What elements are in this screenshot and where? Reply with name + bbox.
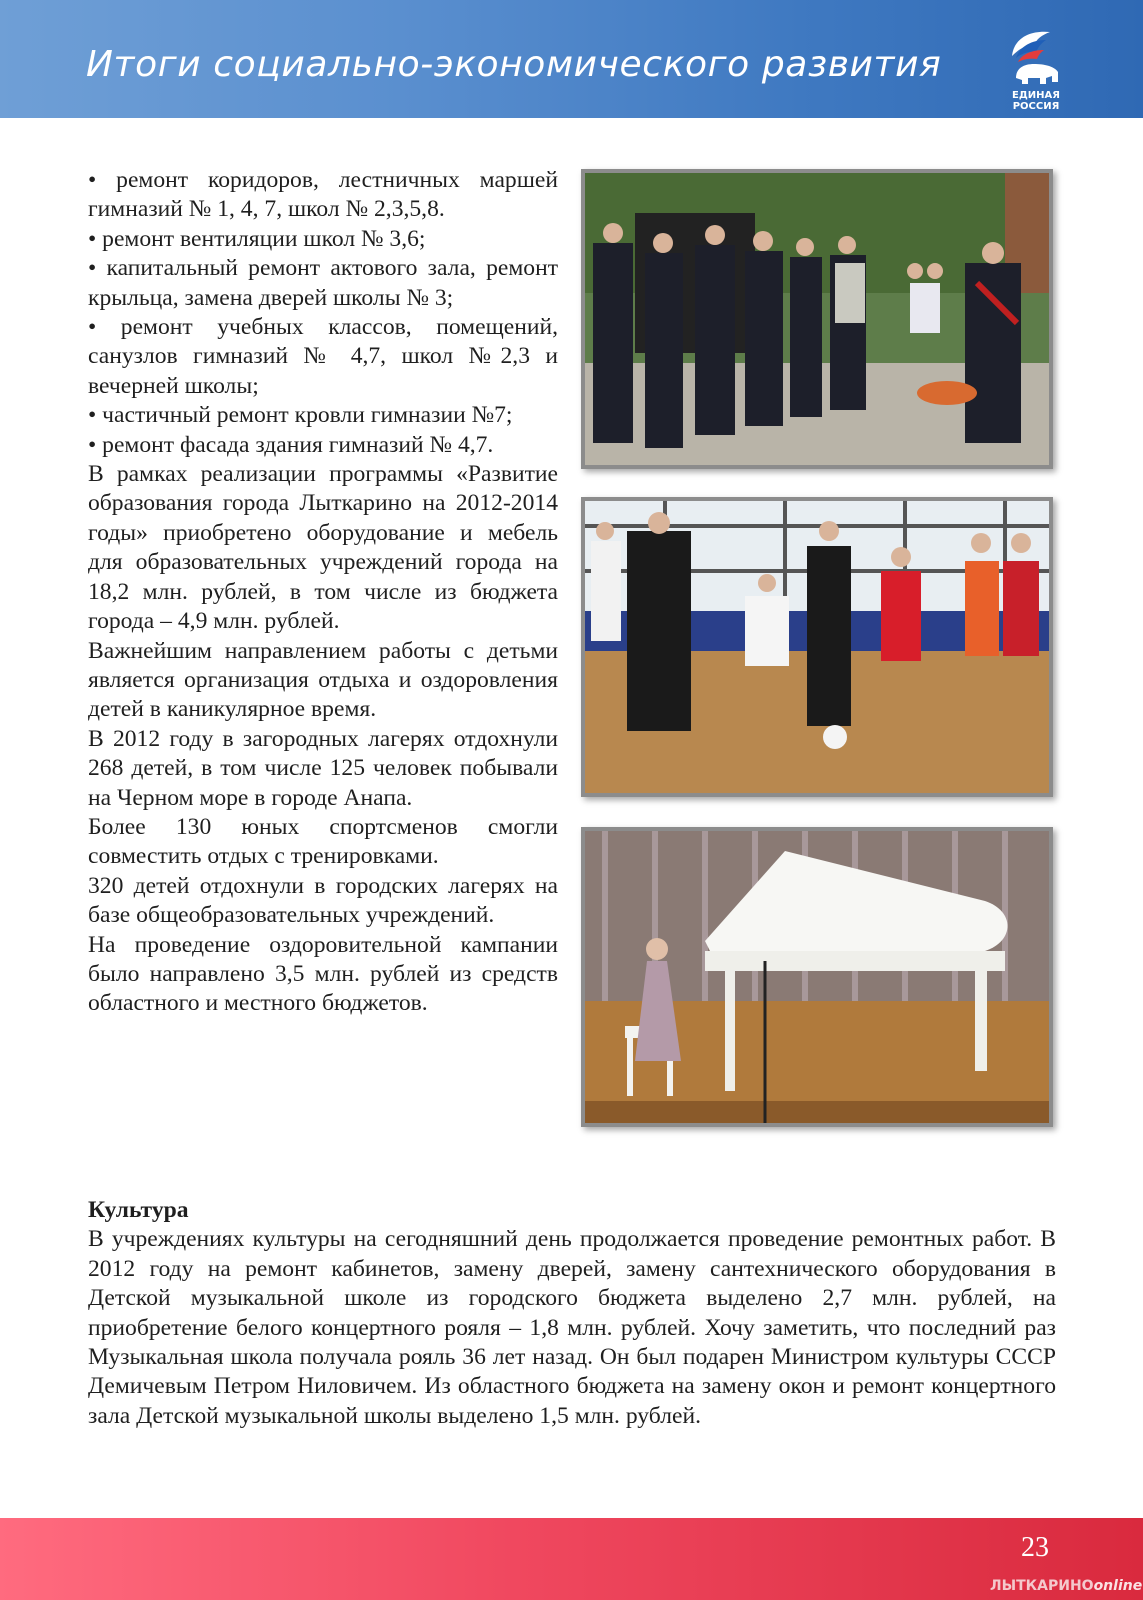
paragraph: • капитальный ремонт актового зала, ремонт крыльца, замена дверей школы № 3; (88, 255, 558, 311)
united-russia-logo (1006, 26, 1082, 116)
photo-white-piano (581, 827, 1053, 1127)
paragraph: На проведение оздоровительной кампании было направлено 3,5 млн. рублей из средств областного и местного бюджетов. (88, 931, 558, 1017)
photo-school-ceremony (581, 169, 1053, 469)
site-watermark (990, 1578, 1142, 1594)
section-text: В учреждениях культуры на сегодняшний день продолжается проведение ремонтных работ. В 2012 году на ремонт кабинетов, замену дверей, замену сантехнического оборудования в Детской музыкальной школе из городского бюджета выделено 2,7 млн. рублей, на приобретение белого концертного рояля – 1,8 млн. рублей. Хочу заметить, что последний раз Музыкальная школа получала рояль 36 лет назад. Он был подарен Министром культуры СССР Демичевым Петром Ниловичем. Из областного бюджета на замену окон и ремонт концертного зала Детской музыкальной школы выделено 1,5 млн. рублей. (88, 1226, 1056, 1429)
page-footer (0, 1518, 1143, 1600)
page-header (0, 0, 1143, 118)
bear-flag-icon (1006, 26, 1066, 88)
piano-photo-illustration (585, 831, 1049, 1123)
logo-caption: ЕДИНАЯ РОССИЯ (1012, 90, 1060, 112)
photo-football-match (581, 497, 1053, 797)
watermark-suffix: online (1093, 1578, 1143, 1594)
section-heading: Культура (88, 1197, 189, 1223)
culture-section (88, 1196, 1056, 1431)
paragraph: • ремонт коридоров, лестничных маршей гимназий № 1, 4, 7, школ № 2,3,5,8. (88, 167, 558, 223)
paragraph: Важнейшим направлением работы с детьми является организация отдыха и оздоровления детей в каникулярное время. (88, 637, 558, 723)
football-photo-illustration (585, 501, 1049, 793)
paragraph: • ремонт фасада здания гимназий № 4,7. (88, 431, 494, 458)
left-text-column (88, 166, 558, 1019)
ceremony-photo-illustration (585, 173, 1049, 465)
header-title: Итоги социально-экономического развития (86, 44, 942, 85)
page-number: 23 (1021, 1532, 1049, 1563)
paragraph: • ремонт вентиляции школ № 3,6; (88, 225, 426, 252)
paragraph: В рамках реализации программы «Развитие образования города Лыткарино на 2012-2014 годы» приобретено оборудование и мебель для образовательных учреждений города на 18,2 млн. рублей, в том числе из бюджета города – 4,9 млн. рублей. (88, 461, 558, 635)
paragraph: 320 детей отдохнули в городских лагерях на базе общеобразовательных учреждений. (88, 872, 558, 929)
watermark-main: ЛЫТКАРИНО (990, 1578, 1094, 1594)
paragraph: Более 130 юных спортсменов смогли совместить отдых с тренировками. (88, 813, 558, 870)
paragraph: В 2012 году в загородных лагерях отдохнули 268 детей, в том числе 125 человек побывали на Черном море в городе Анапа. (88, 725, 558, 811)
paragraph: • частичный ремонт кровли гимназии №7; (88, 402, 513, 429)
paragraph: • ремонт учебных классов, помещений, санузлов гимназий № 4,7, школ №2,3 и вечерней школы; (88, 314, 558, 399)
